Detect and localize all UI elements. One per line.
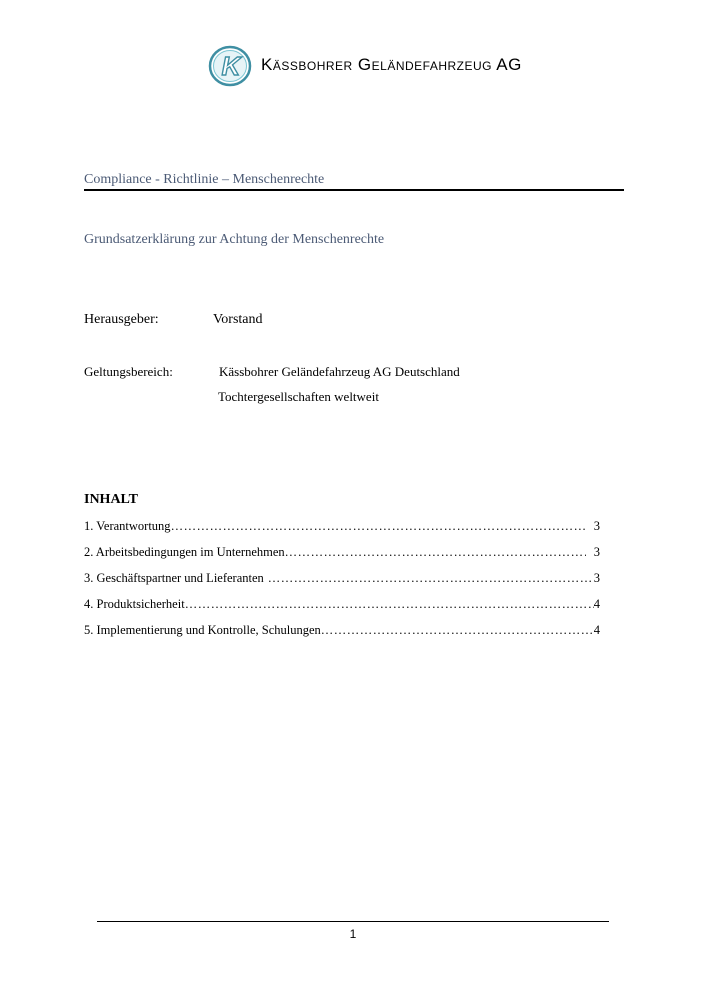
toc-entry-title: 4. Produktsicherheit <box>84 597 185 611</box>
toc-entry[interactable] <box>84 623 600 639</box>
company-logo-icon <box>207 44 253 88</box>
toc-entry-page: 4 <box>593 623 600 637</box>
document-title: Compliance - Richtlinie – Menschenrechte <box>84 172 325 187</box>
document-subtitle: Grundsatzerklärung zur Achtung der Menschenrechte <box>84 232 385 247</box>
toc-heading: INHALT <box>84 492 138 507</box>
toc-entry[interactable] <box>84 571 600 587</box>
toc-entry-leader <box>185 597 594 612</box>
scope-value-1: Kässbohrer Geländefahrzeug AG Deutschland <box>219 364 460 379</box>
scope-label: Geltungsbereich: <box>84 364 173 379</box>
title-divider <box>84 189 624 191</box>
toc-entry-page: 4 <box>593 597 600 611</box>
publisher-label: Herausgeber: <box>84 312 159 327</box>
page-number: 1 <box>349 927 357 941</box>
company-name: Kässbohrer Geländefahrzeug AG <box>261 55 522 74</box>
toc-entry-leader <box>264 571 594 586</box>
publisher-value: Vorstand <box>213 312 263 327</box>
scope-value-2: Tochtergesellschaften weltweit <box>218 389 379 404</box>
toc-entry-leader <box>285 545 586 560</box>
toc-entry-title: 3. Geschäftspartner und Lieferanten <box>84 571 264 585</box>
toc-entry-page: 3 <box>593 519 600 533</box>
svg-text:K: K <box>221 51 241 81</box>
toc-entry-title: 1. Verantwortung <box>84 519 171 533</box>
toc-entry-title: 5. Implementierung und Kontrolle, Schulungen <box>84 623 321 637</box>
toc-entry[interactable] <box>84 519 600 535</box>
toc-entry[interactable] <box>84 597 600 613</box>
toc-entry-leader <box>171 519 586 534</box>
toc-entry-leader <box>321 623 594 638</box>
toc-entry-page: 3 <box>593 545 600 559</box>
toc-entry[interactable] <box>84 545 600 561</box>
toc-entry-page: 3 <box>593 571 600 585</box>
toc-entry-title: 2. Arbeitsbedingungen im Unternehmen <box>84 545 285 559</box>
footer-divider <box>97 921 609 922</box>
